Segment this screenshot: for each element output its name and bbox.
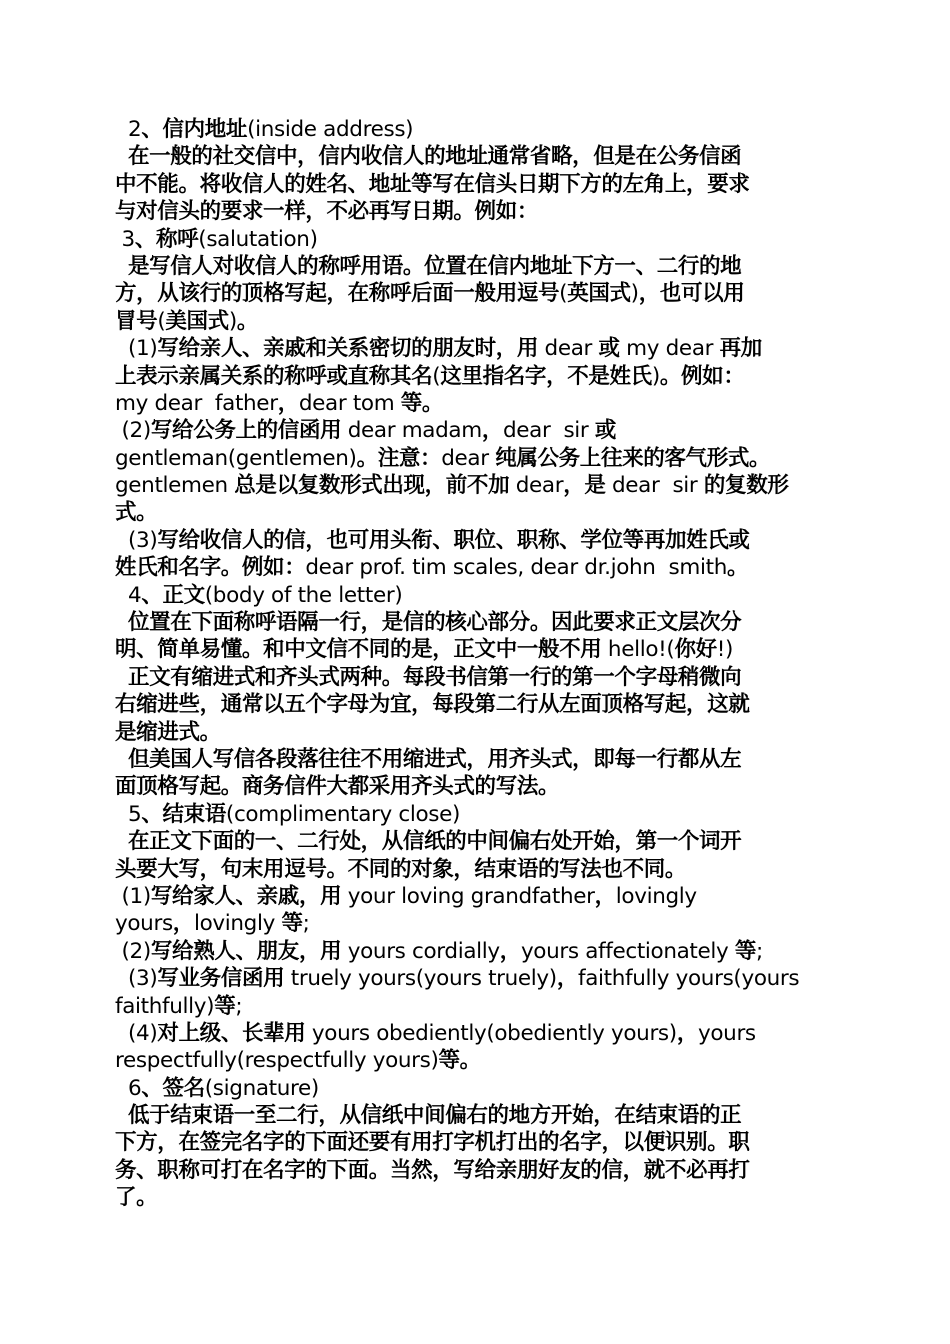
text-line: 4、正文(body of the letter) — [115, 582, 403, 608]
text-line: yours，lovingly 等; — [115, 911, 310, 937]
text-line: 2、信内地址(inside address) — [115, 117, 414, 142]
text-line: 务、职称可打在名字的下面。当然，写给亲朋好友的信，就不必再打 — [115, 1157, 750, 1183]
text-line: (2)写给熟人、朋友，用 yours cordially，yours affectionately 等; — [115, 938, 763, 964]
text-line: 正文有缩进式和齐头式两种。每段书信第一行的第一个字母稍微向 — [127, 664, 742, 690]
text-line: 面顶格写起。商务信件大都采用齐头式的写法。 — [115, 774, 560, 800]
text-line: 在一般的社交信中，信内收信人的地址通常省略，但是在公务信函 — [127, 144, 742, 170]
text-line: 但美国人写信各段落往往不用缩进式，用齐头式，即每一行都从左 — [127, 746, 742, 772]
text-line: 5、结束语(complimentary close) — [115, 801, 461, 827]
text-line: 了。 — [115, 1185, 158, 1211]
text-line: 3、称呼(salutation) — [115, 226, 318, 252]
text-line: (1)写给亲人、亲戚和关系密切的朋友时，用 dear 或 my dear 再加 — [115, 336, 762, 362]
text-line: 明、简单易懂。和中文信不同的是，正文中一般不用 hello!(你好!) — [115, 637, 734, 663]
text-line: 低于结束语一至二行，从信纸中间偏右的地方开始，在结束语的正 — [127, 1103, 742, 1129]
text-line: 是写信人对收信人的称呼用语。位置在信内地址下方一、二行的地 — [127, 253, 742, 279]
text-line: gentlemen 总是以复数形式出现，前不加 dear，是 dear sir 的复数形 — [115, 473, 789, 499]
text-line: 右缩进些，通常以五个字母为宜，每段第二行从左面顶格写起，这就 — [115, 692, 750, 718]
document-body — [115, 116, 837, 1212]
text-line: 在正文下面的一、二行处，从信纸的中间偏右处开始，第一个词开 — [127, 829, 742, 855]
text-line: (3)写给收信人的信，也可用头衔、职位、职称、学位等再加姓氏或 — [115, 527, 750, 553]
text-line: gentleman(gentlemen)。注意：dear 纯属公务上往来的客气形式。 — [115, 445, 771, 471]
text-line: (1)写给家人、亲戚，用 your loving grandfather，lovingly — [115, 883, 697, 909]
text-line: 姓氏和名字。例如：dear prof. tim scales, dear dr.john smith。 — [115, 555, 749, 581]
text-line: 与对信头的要求一样，不必再写日期。例如： — [115, 199, 539, 225]
text-line: 下方，在签完名字的下面还要有用打字机打出的名字，以便识别。职 — [115, 1130, 750, 1156]
text-line: 式。 — [115, 500, 158, 526]
text-line: (3)写业务信函用 truely yours(yours truely)，faithfully yours(yours — [115, 966, 800, 992]
text-line: 中不能。将收信人的姓名、地址等写在信头日期下方的左角上，要求 — [115, 171, 750, 197]
text-line: (4)对上级、长辈用 yours obediently(obediently yours)，yours — [115, 1020, 756, 1046]
text-line: my dear father，dear tom 等。 — [115, 390, 444, 416]
text-line: 方，从该行的顶格写起，在称呼后面一般用逗号(英国式)，也可以用 — [115, 281, 745, 307]
text-line: respectfully(respectfully yours)等。 — [115, 1048, 481, 1074]
text-line: 6、签名(signature) — [115, 1075, 319, 1101]
text-line: (2)写给公务上的信函用 dear madam，dear sir 或 — [115, 418, 617, 444]
text-line: 是缩进式。 — [115, 719, 221, 745]
text-line: 上表示亲属关系的称呼或直称其名(这里指名字，不是姓氏)。例如： — [115, 363, 745, 389]
text-line: 头要大写，句末用逗号。不同的对象，结束语的写法也不同。 — [115, 856, 687, 882]
text-line: faithfully)等; — [115, 993, 243, 1019]
text-line: 位置在下面称呼语隔一行，是信的核心部分。因此要求正文层次分 — [127, 610, 742, 636]
text-line: 冒号(美国式)。 — [115, 308, 259, 334]
